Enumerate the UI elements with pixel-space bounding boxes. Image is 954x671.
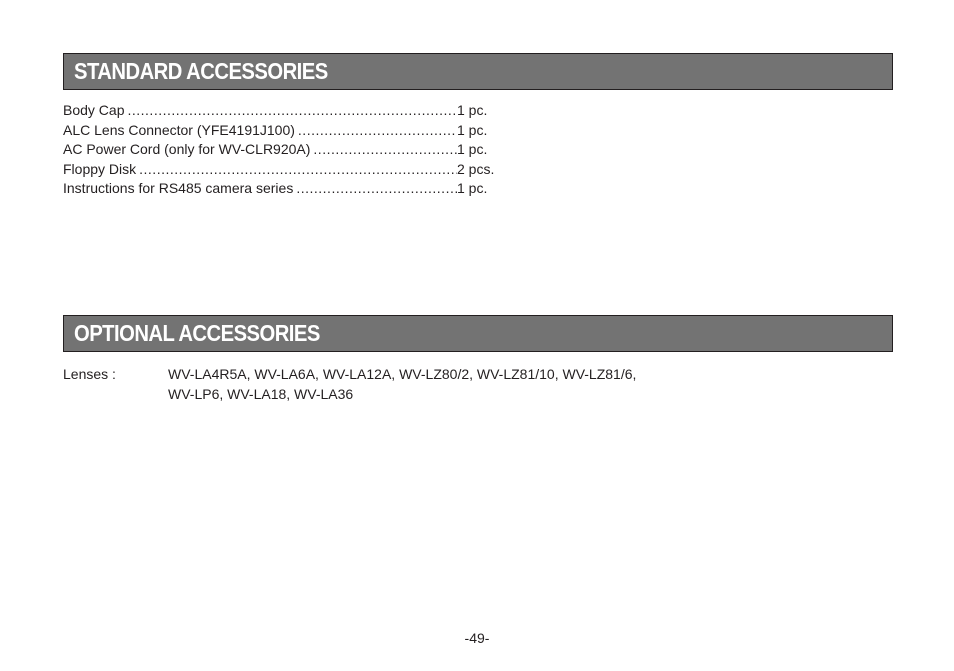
dot-leader bbox=[293, 179, 457, 199]
accessory-quantity: 1 pc. bbox=[457, 102, 488, 118]
standard-accessories-heading bbox=[63, 53, 893, 90]
dot-leader bbox=[295, 121, 457, 141]
dot-leader bbox=[136, 160, 457, 180]
accessory-quantity: 1 pc. bbox=[457, 180, 488, 197]
accessory-name: Instructions for RS485 camera series bbox=[63, 180, 294, 197]
list-item bbox=[63, 121, 503, 141]
page-number: -49- bbox=[464, 630, 490, 646]
accessory-name: ALC Lens Connector (YFE4191J100) bbox=[63, 121, 295, 138]
list-item bbox=[63, 179, 503, 199]
standard-accessories-list bbox=[63, 101, 503, 199]
dot-leader bbox=[310, 140, 457, 160]
lenses-line: WV-LA4R5A, WV-LA6A, WV-LA12A, WV-LZ80/2, WV-LZ81/10, WV-LZ81/6, bbox=[168, 366, 637, 382]
dot-leader bbox=[124, 101, 457, 121]
accessory-quantity: 2 pcs. bbox=[457, 160, 495, 177]
list-item bbox=[63, 140, 503, 160]
optional-accessories-title: OPTIONAL ACCESSORIES bbox=[74, 320, 320, 346]
lenses-line: WV-LP6, WV-LA18, WV-LA36 bbox=[168, 385, 354, 402]
standard-accessories-title: STANDARD ACCESSORIES bbox=[74, 58, 328, 84]
accessory-name: Floppy Disk bbox=[63, 160, 137, 177]
accessory-name: AC Power Cord (only for WV-CLR920A) bbox=[63, 141, 311, 158]
lenses-list bbox=[168, 365, 636, 404]
list-item bbox=[63, 160, 503, 180]
accessory-name: Body Cap bbox=[63, 102, 125, 118]
optional-accessories-heading bbox=[63, 315, 893, 352]
accessory-quantity: 1 pc. bbox=[457, 141, 488, 158]
list-item bbox=[63, 101, 503, 121]
accessory-quantity: 1 pc. bbox=[457, 121, 488, 138]
lenses-label: Lenses : bbox=[63, 366, 116, 382]
